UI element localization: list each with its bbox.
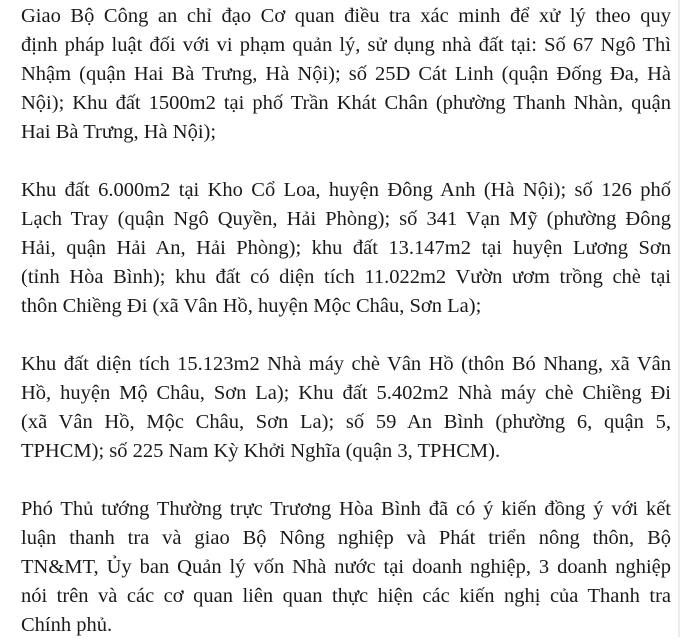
text-line: (tỉnh Hòa Bình); khu đất có diện tích 11.022m2 Vườn ươm trồng chè tại [21,266,671,288]
text-line: TPHCM); số 225 Nam Kỳ Khởi Nghĩa (quận 3, TPHCM). [21,440,501,462]
text-line: Nhậm (quận Hai Bà Trưng, Hà Nội); số 25D Cát Linh (quận Đống Đa, Hà [21,63,671,85]
text-line: TN&MT, Ủy ban Quản lý vốn Nhà nước tại doanh nghiệp, 3 doanh nghiệp [21,556,671,578]
text-line: Giao Bộ Công an chỉ đạo Cơ quan điều tra xác minh để xử lý theo quy [21,5,671,27]
text-line: (xã Vân Hồ, Mộc Châu, Sơn La); số 59 An Bình (phường 6, quận 5, [21,411,671,433]
text-line: Nội); Khu đất 1500m2 tại phố Trần Khát Chân (phường Thanh Nhàn, quận [21,92,671,114]
text-line: nói trên và các cơ quan liên quan thực hiện các kiến nghị của Thanh tra [21,585,671,607]
text-line: Khu đất 6.000m2 tại Kho Cổ Loa, huyện Đông Anh (Hà Nội); số 126 phố [21,179,671,201]
text-line: Hai Bà Trưng, Hà Nội); [21,121,217,143]
text-line: Phó Thủ tướng Thường trực Trương Hòa Bình đã có ý kiến đồng ý với kết [21,498,671,520]
text-line: định pháp luật đối với vi phạm quản lý, sử dụng nhà đất tại: Số 67 Ngô Thì [21,34,671,56]
text-line: Lạch Tray (quận Ngô Quyền, Hải Phòng); số 341 Vạn Mỹ (phường Đông [21,208,671,230]
paragraph-2 [21,176,671,321]
paragraph-3 [21,350,671,466]
paragraph-4 [21,495,671,640]
text-line: Khu đất diện tích 15.123m2 Nhà máy chè Vân Hồ (thôn Bó Nhang, xã Vân [21,353,671,375]
paragraph-1 [21,2,671,147]
text-line: luận thanh tra và giao Bộ Nông nghiệp và Phát triển nông thôn, Bộ [21,527,671,549]
text-line: thôn Chiềng Đi (xã Vân Hồ, huyện Mộc Châu, Sơn La); [21,295,482,317]
article-body [21,2,671,640]
text-line: Hồ, huyện Mộ Châu, Sơn La); Khu đất 5.402m2 Nhà máy chè Chiềng Đi [21,382,671,404]
text-line: Hải, quận Hải An, Hải Phòng); khu đất 13.147m2 tại huyện Lương Sơn [21,237,671,259]
text-line: Chính phủ. [21,614,113,636]
